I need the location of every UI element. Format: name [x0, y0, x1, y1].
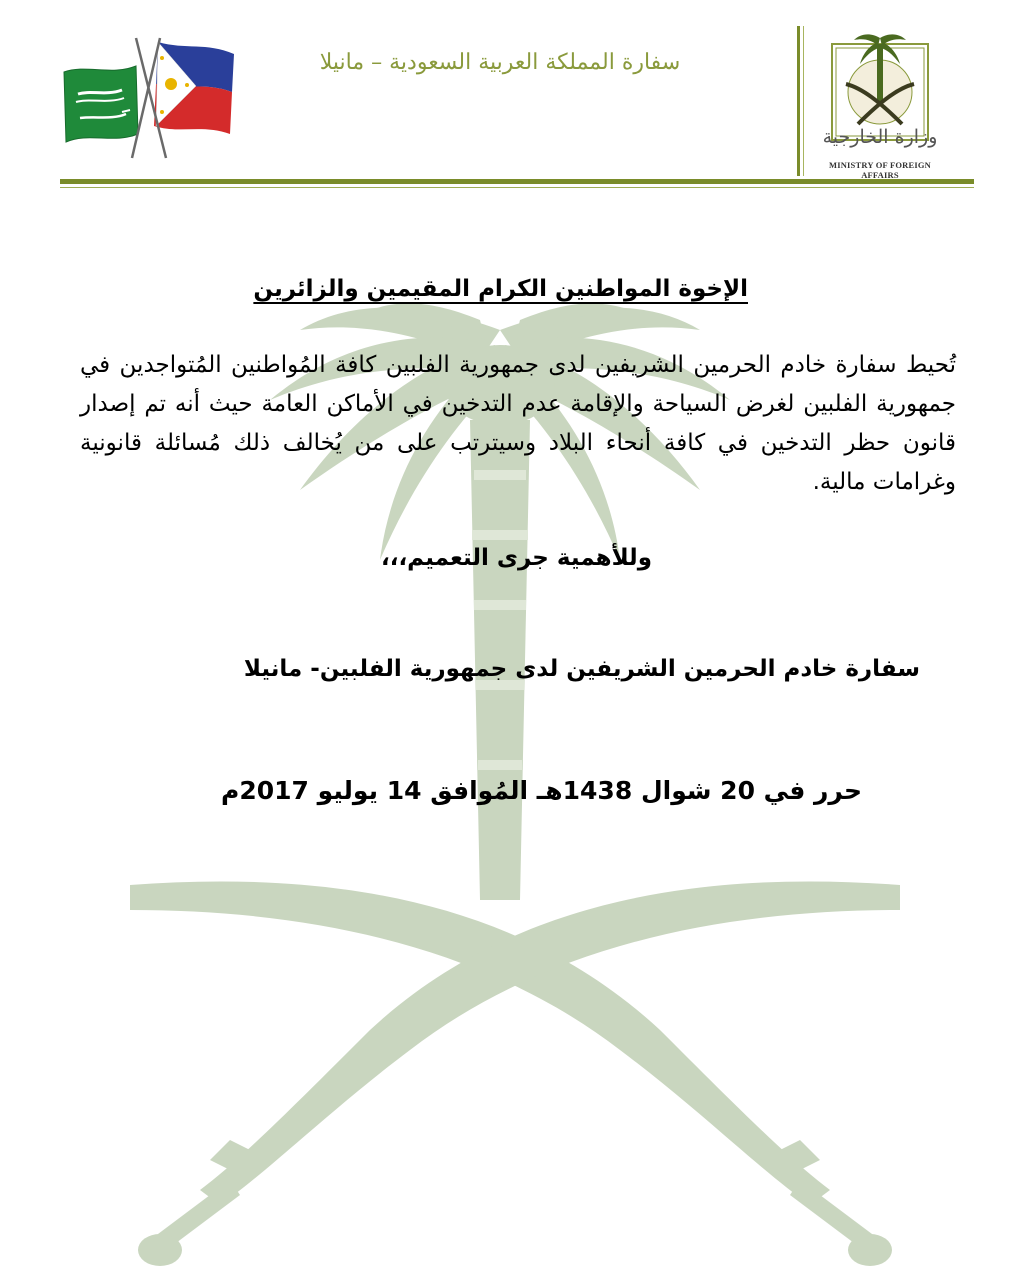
letter-date: حرر في 20 شوال 1438هـ المُوافق 14 يوليو 2017م: [221, 776, 862, 805]
ministry-name-arabic: وزارة الخارجية: [822, 126, 938, 148]
letter-heading: [200, 276, 748, 302]
letter-paragraph: تُحيط سفارة خادم الحرمين الشريفين لدى جمهورية الفلبين كافة المُواطنين المُتواجدين في جمهورية الفلبين لغرض السياحة والإقامة عدم التدخين في الأماكن العامة حيث أنه تم إصدار قانون حظر التدخين في كافة أنحاء البلاد وسيترتب على من يُخالف ذلك مُسائلة قانونية وغرامات مالية.: [80, 352, 956, 495]
ministry-name-english: MINISTRY OF FOREIGN AFFAIRS: [828, 160, 932, 180]
letter-signature: سفارة خادم الحرمين الشريفين لدى جمهورية الفلبين- مانيلا: [243, 656, 920, 682]
letter-heading-text: الإخوة المواطنين الكرام المقيمين والزائرين: [253, 276, 748, 302]
letter-closing: وللأهمية جرى التعميم،،،: [380, 545, 652, 571]
embassy-title: سفارة المملكة العربية السعودية – مانيلا: [319, 50, 681, 75]
